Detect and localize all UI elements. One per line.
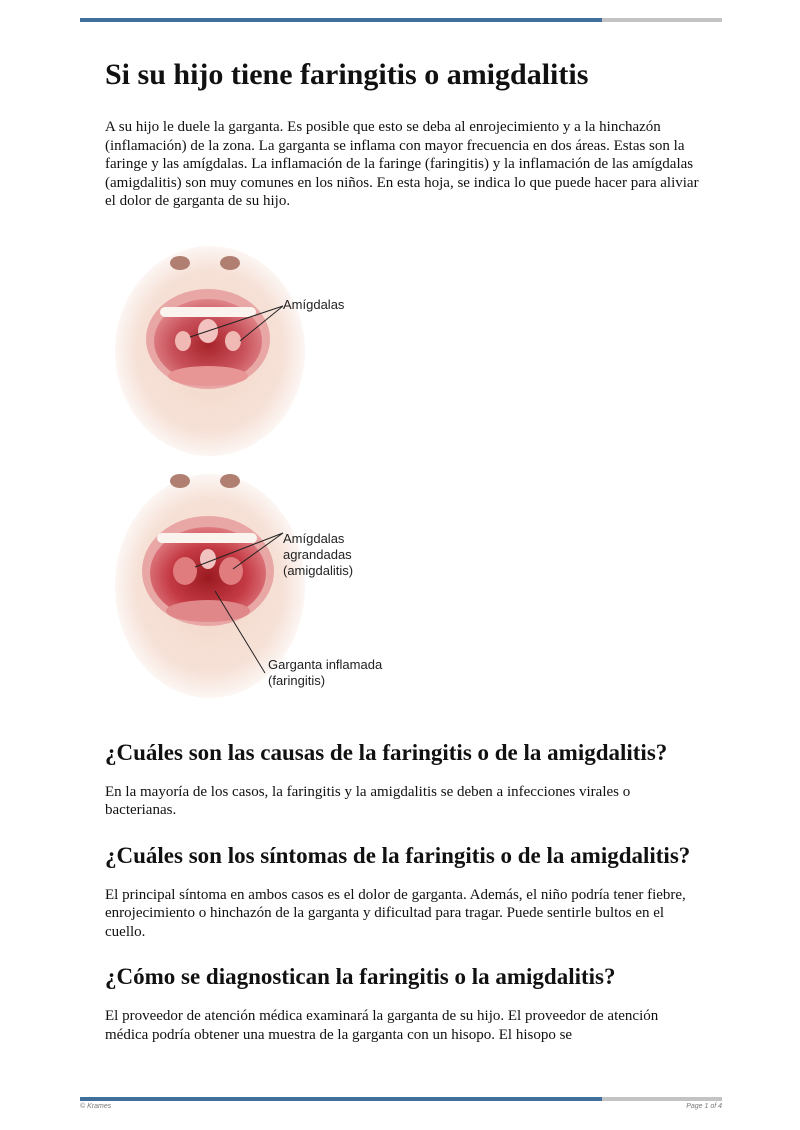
footer-page-number: Page 1 of 4 (686, 1103, 722, 1110)
section-heading-causes: ¿Cuáles son las causas de la faringitis o de la amigdalitis? (105, 739, 668, 765)
bottom-divider-bar (80, 1097, 722, 1101)
page-content (105, 55, 705, 1066)
page-title: Si su hijo tiene faringitis o amigdalitis (105, 58, 589, 91)
label-inflamed-throat-line1: Garganta inflamada (268, 656, 383, 672)
bottom-divider-grey (602, 1097, 722, 1101)
section-body-symptoms: El principal síntoma en ambos casos es el dolor de garganta. Además, el niño podría tener fiebre, enrojecimiento o hinchazón de la garganta y dificultad para tragar. Puede sentirle bultos en el cuello. (105, 886, 686, 940)
label-enlarged-tonsils-line1: Amígdalas (283, 530, 345, 546)
section-heading-diagnosis: ¿Cómo se diagnostican la faringitis o la amigdalitis? (105, 964, 616, 989)
label-tonsils: Amígdalas (283, 296, 345, 312)
mouth-illustration-graphic (105, 241, 405, 711)
intro-paragraph: A su hijo le duele la garganta. Es posible que esto se deba al enrojecimiento y a la hinchazón (inflamación) de la zona. La garganta se inflama con mayor frecuencia en dos áreas. Estas son la faringe y las amígdalas. La inflamación de la faringe (faringitis) y la inflamación de las amígdalas (amigdalitis) son muy comunes en los niños. En esta hoja, se indica lo que puede hacer para aliviar el dolor de garganta de su hijo. (105, 119, 699, 209)
top-divider-bar (80, 18, 722, 22)
section-body-causes: En la mayoría de los casos, la faringitis y la amigdalitis se deben a infecciones virales o bacterianas. (105, 783, 631, 818)
label-enlarged-tonsils-line3: (amigdalitis) (283, 562, 354, 578)
top-divider-blue (80, 18, 602, 22)
section-heading-symptoms: ¿Cuáles son los síntomas de la faringitis o de la amigdalitis? (105, 842, 691, 868)
top-divider-grey (602, 18, 722, 22)
section-body-diagnosis: El proveedor de atención médica examinará la garganta de su hijo. El proveedor de atención médica podría obtener una muestra de la garganta con un hisopo. El hisopo se (105, 1008, 659, 1043)
upper-face (115, 246, 305, 456)
label-inflamed-throat-line2: (faringitis) (268, 672, 326, 688)
throat-illustration (105, 241, 405, 711)
bottom-divider-blue (80, 1097, 602, 1101)
label-enlarged-tonsils-line2: agrandadas (283, 546, 352, 562)
footer-copyright: © Krames (80, 1103, 112, 1110)
